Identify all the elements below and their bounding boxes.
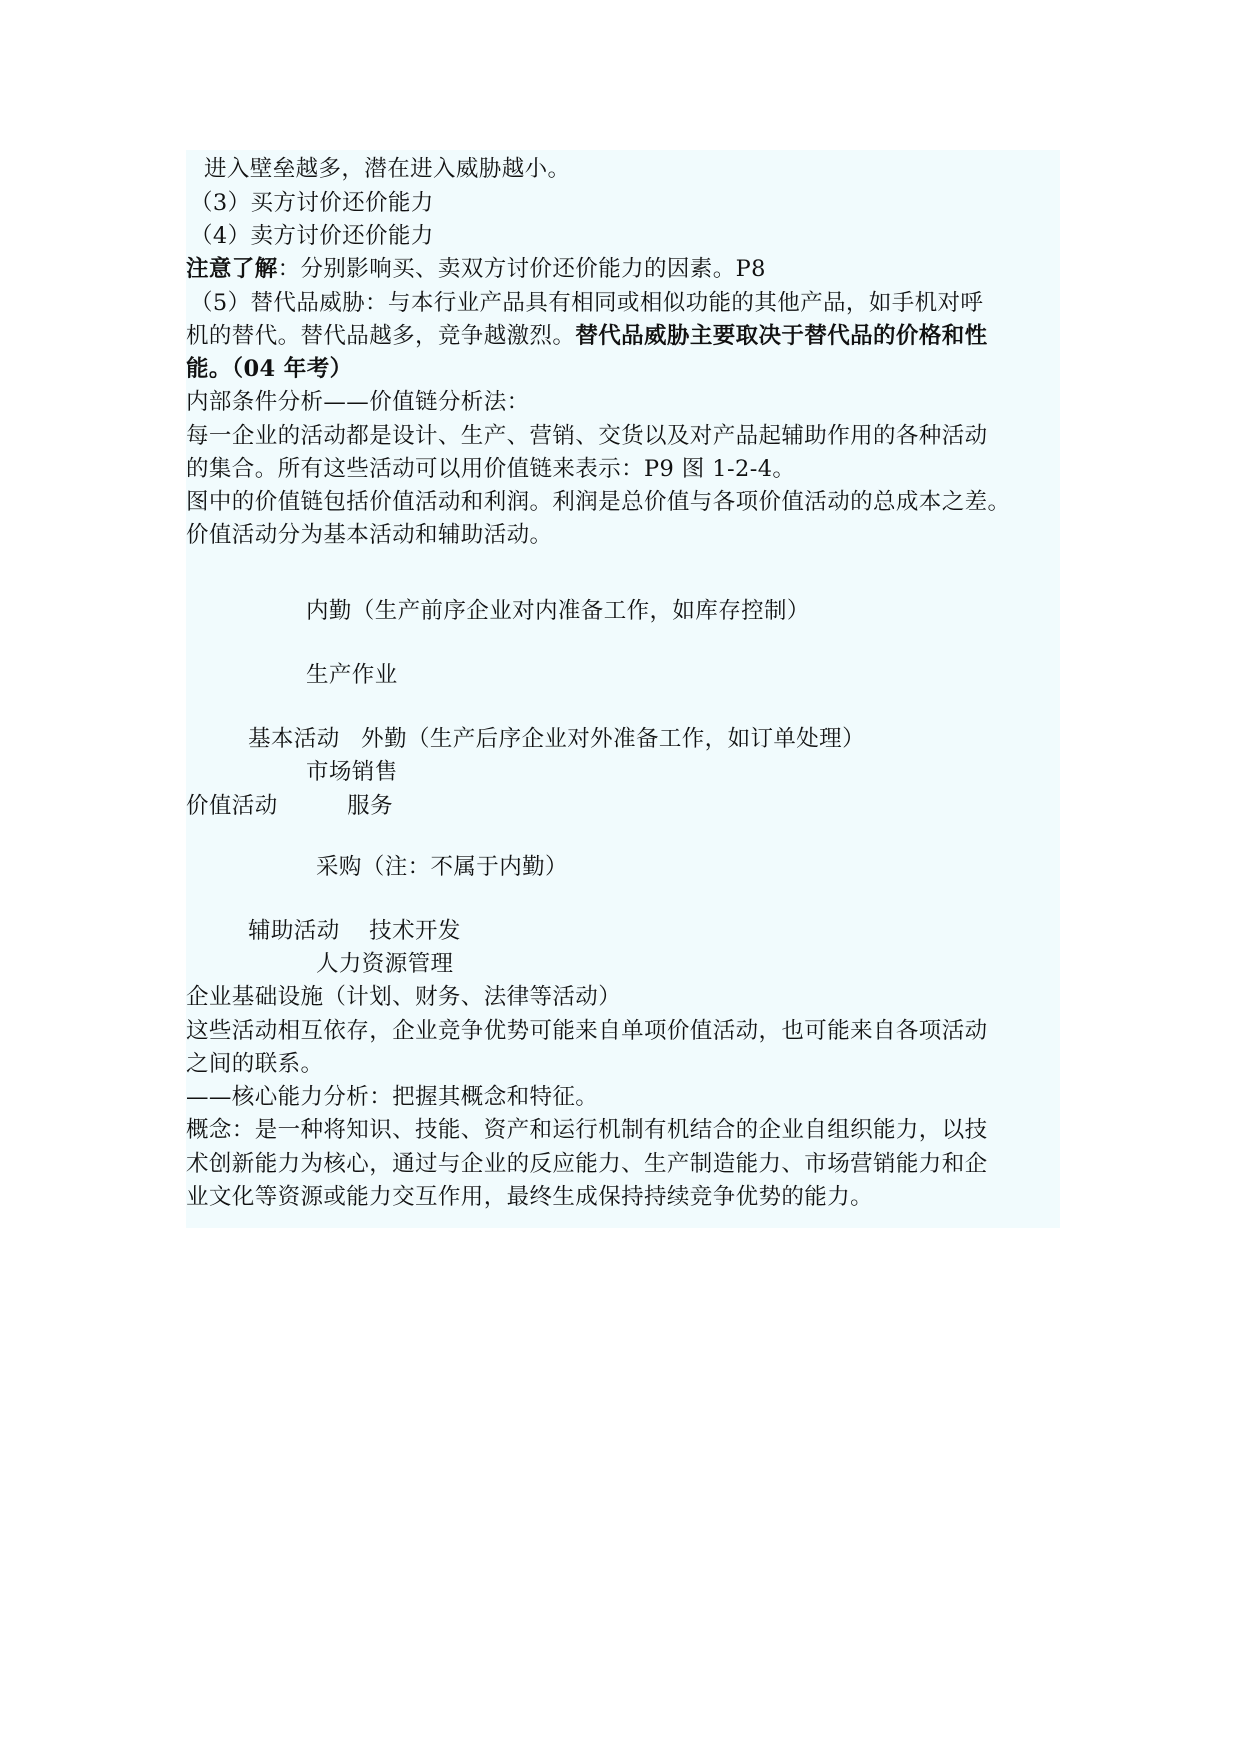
text-line	[186, 319, 988, 353]
text-line: （3）买方讨价还价能力	[190, 190, 434, 216]
text-line: 图中的价值链包括价值活动和利润。利润是总价值与各项价值活动的总成本之差。	[186, 489, 1011, 515]
text-line: 的集合。所有这些活动可以用价值链来表示：P9 图 1-2-4。	[186, 456, 796, 482]
diagram-root	[186, 789, 393, 823]
diagram-branch-primary	[248, 722, 865, 756]
diagram-item-hr: 人力资源管理	[316, 951, 454, 977]
diagram-item-inbound: 内勤（生产前序企业对内准备工作，如库存控制）	[306, 598, 810, 624]
text-line: （4）卖方讨价还价能力	[190, 223, 434, 249]
text-line: 每一企业的活动都是设计、生产、营销、交货以及对产品起辅助作用的各种活动	[186, 423, 988, 449]
diagram-item-procurement: 采购（注：不属于内勤）	[316, 854, 568, 880]
text-span: ：分别影响买、卖双方讨价还价能力的因素。P8	[277, 256, 766, 282]
diagram-item-service: 服务	[347, 793, 393, 819]
text-line: 这些活动相互依存，企业竞争优势可能来自单项价值活动，也可能来自各项活动	[186, 1018, 988, 1044]
diagram-label-support: 辅助活动	[248, 918, 340, 944]
text-line: 之间的联系。	[186, 1051, 324, 1077]
emphasis-text: 替代品威胁主要取决于替代品的价格和性	[575, 323, 988, 349]
diagram-item-marketing: 市场销售	[306, 759, 398, 785]
text-line: 进入壁垒越多，潜在进入威胁越小。	[204, 156, 571, 182]
section-heading: ——核心能力分析：把握其概念和特征。	[186, 1084, 599, 1110]
document-text-block	[186, 150, 1060, 1228]
diagram-item-outbound: 外勤（生产后序企业对外准备工作，如订单处理）	[361, 726, 865, 752]
diagram-item-operations: 生产作业	[306, 662, 398, 688]
text-line: （5）替代品威胁：与本行业产品具有相同或相似功能的其他产品，如手机对呼	[190, 290, 984, 316]
diagram-label-root: 价值活动	[186, 793, 278, 819]
diagram-item-infrastructure: 企业基础设施（计划、财务、法律等活动）	[186, 984, 622, 1010]
text-line: 概念：是一种将知识、技能、资产和运行机制有机结合的企业自组织能力，以技	[186, 1117, 988, 1143]
section-heading: 内部条件分析——价值链分析法：	[186, 389, 530, 415]
diagram-branch-support	[248, 914, 461, 948]
emphasis-label: 注意了解	[186, 256, 278, 282]
diagram-item-tech: 技术开发	[369, 918, 461, 944]
text-line: 价值活动分为基本活动和辅助活动。	[186, 522, 553, 548]
text-line: 术创新能力为核心，通过与企业的反应能力、生产制造能力、市场营销能力和企	[186, 1151, 988, 1177]
text-line	[186, 252, 766, 286]
text-span: 机的替代。替代品越多，竞争越激烈。	[186, 323, 576, 349]
text-line: 能。（04 年考）	[186, 356, 353, 382]
text-line: 业文化等资源或能力交互作用，最终生成保持持续竞争优势的能力。	[186, 1184, 874, 1210]
diagram-label-primary: 基本活动	[248, 726, 340, 752]
